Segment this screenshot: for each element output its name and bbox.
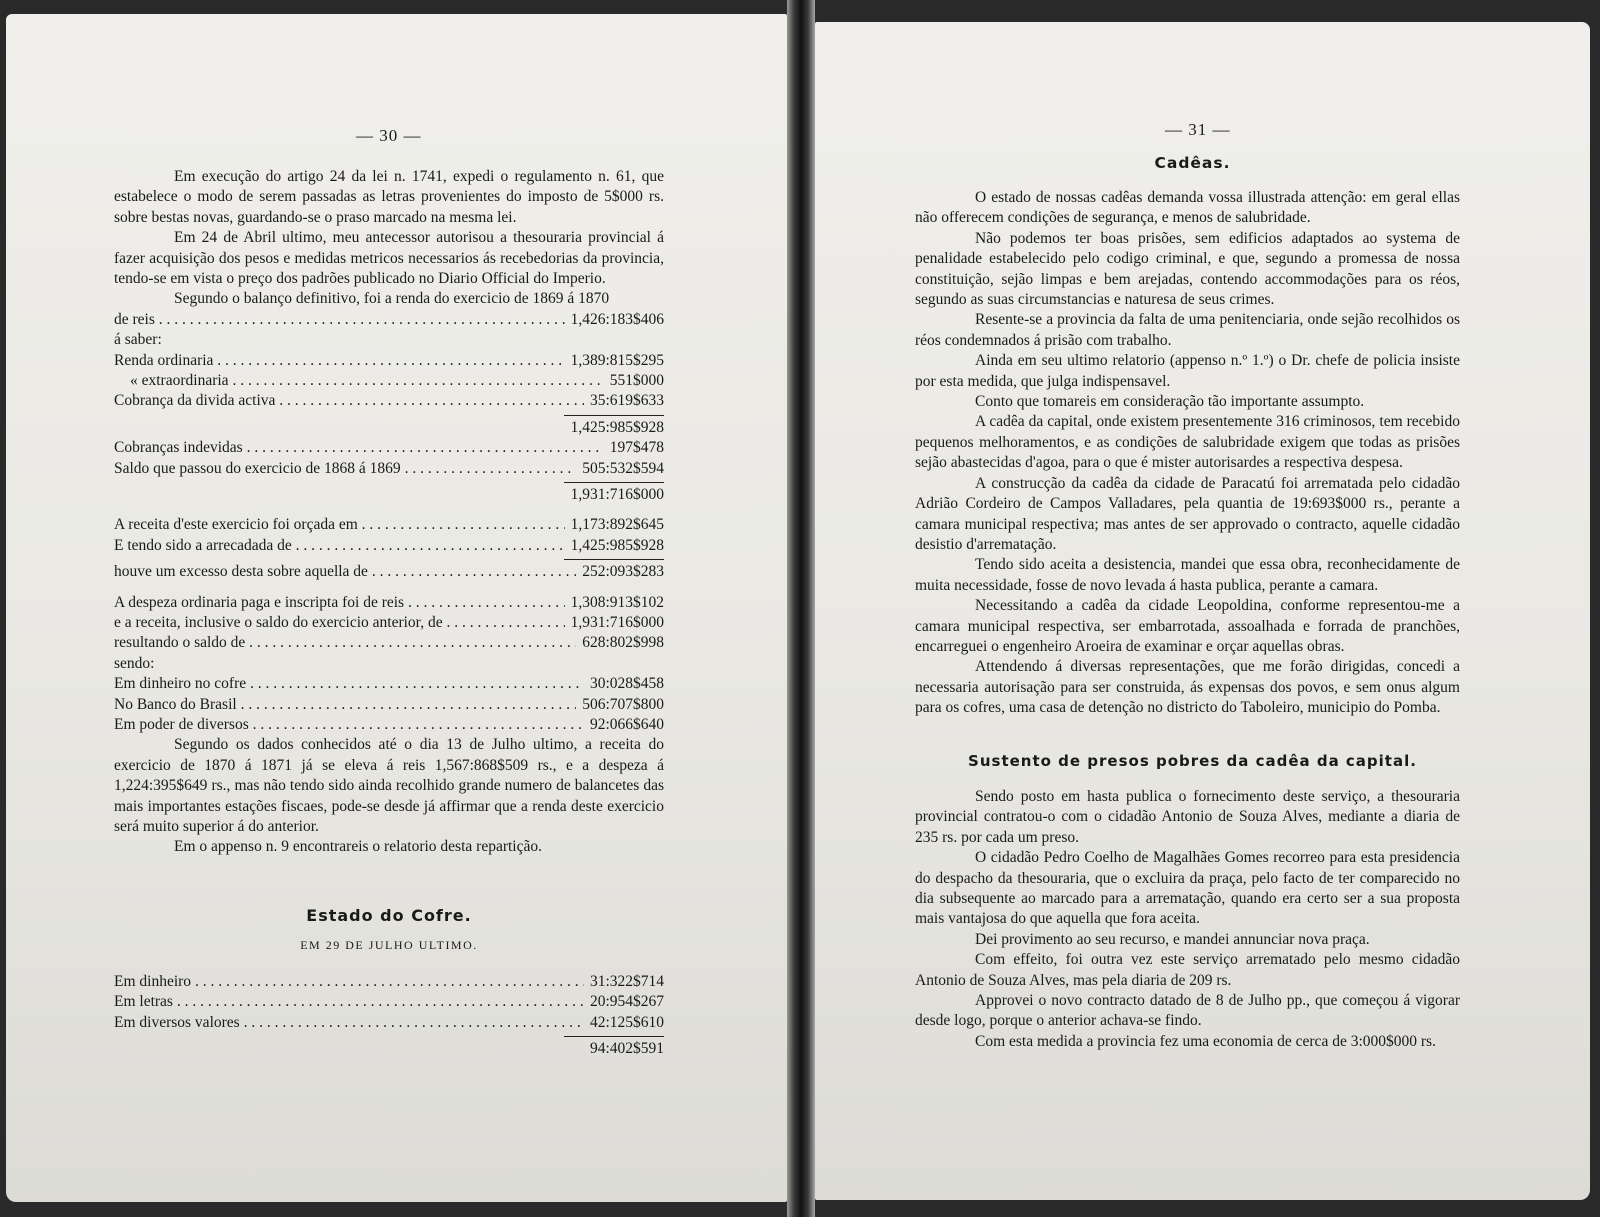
row-value: 31:322$714 [589,973,664,990]
paragraph: A cadêa da capital, onde existem presentemente 316 criminosos, tem recebido pequenos melhoramentos, e as condições de salubridade exigem que todas as prisões sejão abastecidas d'agoa, para o que é mister autorisardes a respectiva despesa. [915,413,1460,472]
row-value: 1,931:716$000 [570,613,664,631]
page-number-left: — 30 — [356,126,422,145]
row-value: 94:402$591 [589,1040,664,1058]
paragraph: O cidadão Pedro Coelho de Magalhães Gomes recorreo para esta presidencia do despacho da thesouraria, que o excluira da praça, pelo facto de ter comparecido no dia subsequente ao marcado para a arrematação, quando era certo ser a sua proposta mais vantajosa do que aquella que fora aceita. [915,849,1460,928]
right-page [815,22,1590,1200]
row-label: E tendo sido a arrecadada de . . . [114,536,565,556]
row-label: Em diversos valores . . . [114,1013,584,1033]
paragraph: Approvei o novo contracto datado de 8 de Julho pp., que começou á vigorar desde logo, porque o anterior achava-se findo. [915,992,1460,1030]
row-value: 1,426:183$406 [570,310,664,328]
row-label: Em dinheiro . . . [114,972,584,992]
left-page-body [114,167,664,858]
row-value: 30:028$458 [589,675,664,693]
paragraph: Necessitando a cadêa da cidade Leopoldina, conforme representou-me a camara municipal respectiva, ser embarrotada, assoalhada e forrada de pranchões, encarreguei o engenheiro Aroeira de examinar e orçar aquellas obras. [915,597,1460,655]
row-value: 1,425:985$928 [570,536,664,554]
paragraph: Não podemos ter boas prisões, sem edificios adaptados ao systema de penalidade estabelecido pelo codigo criminal, e que, segundo a promessa de nossa constituição, sejão limpas e bem arejadas, contendo accommodações para os réos, segundo as suas circumstancias e naturesa de seus crimes. [915,229,1460,309]
row-value: 1,425:985$928 [570,418,664,436]
ledger-row [114,972,664,992]
book-gutter [787,0,815,1217]
row-label: A despeza ordinaria paga e inscripta foi de reis . . . [114,593,565,613]
ledger-row [114,515,664,535]
ledger-row [114,674,664,694]
row-label: houve um excesso desta sobre aquella de . . . [114,562,576,582]
row-value: 1,173:892$645 [570,516,664,534]
row-label: No Banco do Brasil . . . [114,695,576,715]
paragraph: Segundo os dados conhecidos até o dia 13 de Julho ultimo, a receita do exercicio de 1870 á 1871 já se eleva á reis 1,567:868$509 rs., e a despeza á 1,224:395$649 rs., mas não tendo sido ainda recolhido grande numero de balancetes das mais importantes estações fiscaes, pode-se desde já affirmar que a renda deste exercicio será muito superior á do anterior. [114,736,664,835]
paragraph: Ainda em seu ultimo relatorio (appenso n.º 1.º) o Dr. chefe de policia insiste por esta medida, que julga indispensavel. [915,352,1460,390]
ledger-row [114,371,664,391]
ledger-row [114,459,664,479]
paragraph: Sendo posto em hasta publica o fornecimento deste serviço, a thesouraria provincial contratou-o com o cidadão Antonio de Souza Alves, mediante a diaria de 235 rs. por cada um preso. [915,788,1460,846]
ledger-row [114,633,664,653]
ledger-row [114,351,664,371]
heading-sustento: Sustento de presos pobres da cadêa da capital. [968,752,1417,770]
paragraph: O estado de nossas cadêas demanda vossa illustrada attenção: em geral ellas não offerecem condições de segurança, e menos de salubridade. [915,189,1460,227]
row-label: Em dinheiro no cofre . . . [114,674,584,694]
cofre-total-row [114,1039,664,1059]
sendo-label: sendo: [114,654,155,672]
ledger-row [114,695,664,715]
row-value: 628:802$998 [582,634,664,652]
row-value: 1,308:913$102 [570,593,664,611]
row-label: Cobrança da divida activa . . . [114,391,584,411]
row-value: 506:707$800 [582,695,664,713]
paragraph: Em 24 de Abril ultimo, meu antecessor autorisou a thesouraria provincial á fazer acquisição dos pesos e medidas metricos necessarios ás recebedorias da provincia, tendo-se em vista o preço dos padrões publicado no Diario Official do Imperio. [114,229,664,288]
paragraph: Com esta medida a provincia fez uma economia de cerca de 3:000$000 rs. [975,1032,1436,1050]
row-value: 20:954$267 [589,993,664,1011]
subheading-date: EM 29 DE JULHO ULTIMO. [300,938,478,952]
a-saber-label: á saber: [114,331,162,349]
row-label: Cobranças indevidas . . . [114,438,604,458]
subtotal-row [114,418,664,438]
row-label: de reis . . . [114,310,565,330]
ledger-row [114,715,664,735]
row-label: Renda ordinaria . . . [114,351,565,371]
row-value: 197$478 [609,439,664,457]
ledger-row [114,593,664,613]
right-page-body-sustento [915,787,1460,1052]
sum-rule [564,415,664,416]
ledger-row [114,613,664,633]
row-label: e a receita, inclusive o saldo do exercicio anterior, de . . . [114,613,565,633]
cofre-table [114,972,664,1060]
paragraph: Segundo o balanço definitivo, foi a renda do exercicio de 1869 á 1870 [174,290,610,308]
page-number-right: — 31 — [1165,120,1231,139]
paragraph: A construcção da cadêa da cidade de Paracatú foi arrematada pelo cidadão Adrião Cordeiro de Campos Valladares, pela quantia de 19:693$000 rs., perante a camara municipal respectiva; mas antes de ser approvado o contracto, aquelle cidadão desistio d'arrematação. [915,474,1460,553]
row-label: Em letras . . . [114,992,584,1012]
sum-rule [564,482,664,483]
row-value: 505:532$594 [582,459,664,477]
right-page-body-cadeas [915,188,1460,719]
ledger-row [114,992,664,1012]
paragraph: Tendo sido aceita a desistencia, mandei que essa obra, reconhecidamente de muita necessidade, fosse de novo levada á hasta publica, perante a camara. [915,556,1460,594]
row-label: « extraordinaria . . . [114,371,604,391]
sum-rule [564,559,664,560]
row-value: 1,931:716$000 [570,485,664,503]
paragraph: Attendendo á diversas representações, que me forão dirigidas, concedi a necessaria autorisação para ser construida, ás expensas dos povos, e sem onus algum para os cofres, uma casa de detenção no districto do Taboleiro, municipio do Pomba. [915,658,1460,717]
ledger-row [114,536,664,556]
row-label: resultando o saldo de . . . [114,633,576,653]
renda-total-row [114,310,664,330]
heading-cadeas: Cadêas. [1154,154,1231,172]
row-value: 1,389:815$295 [570,351,664,369]
paragraph: Resente-se a provincia da falta de uma penitenciaria, onde sejão recolhidos os réos condemnados á prisão com trabalho. [915,311,1460,349]
heading-estado-do-cofre: Estado do Cofre. [306,906,472,925]
paragraph: Com effeito, foi outra vez este serviço arrematado pelo mesmo cidadão Antonio de Souza Alves, mas pela diaria de 209 rs. [915,951,1460,989]
paragraph: Conto que tomareis em consideração tão importante assumpto. [975,393,1365,411]
left-page [6,14,787,1202]
ledger-row [114,391,664,411]
row-label: Saldo que passou do exercicio de 1868 á 1869 . . . [114,459,576,479]
excesso-row [114,562,664,582]
paragraph: Em execução do artigo 24 da lei n. 1741, expedi o regulamento n. 61, que estabelece o modo de serem passadas as letras provenientes do imposto de 5$000 rs. sobre bestas novas, guardando-se o praso marcado na mesma lei. [114,168,664,226]
paragraph: Dei provimento ao seu recurso, e mandei annunciar nova praça. [975,930,1370,948]
row-value: 42:125$610 [589,1013,664,1031]
row-label: A receita d'este exercicio foi orçada em . . . [114,515,565,535]
subtotal-row [114,485,664,505]
ledger-row [114,438,664,458]
sum-rule [564,1036,664,1037]
ledger-row [114,1013,664,1033]
paragraph: Em o appenso n. 9 encontrareis o relatorio desta repartição. [174,838,542,856]
row-value: 551$000 [609,372,664,390]
row-value: 92:066$640 [589,715,664,733]
row-label: Em poder de diversos . . . [114,715,584,735]
row-value: 252:093$283 [582,563,664,581]
row-value: 35:619$633 [589,392,664,410]
